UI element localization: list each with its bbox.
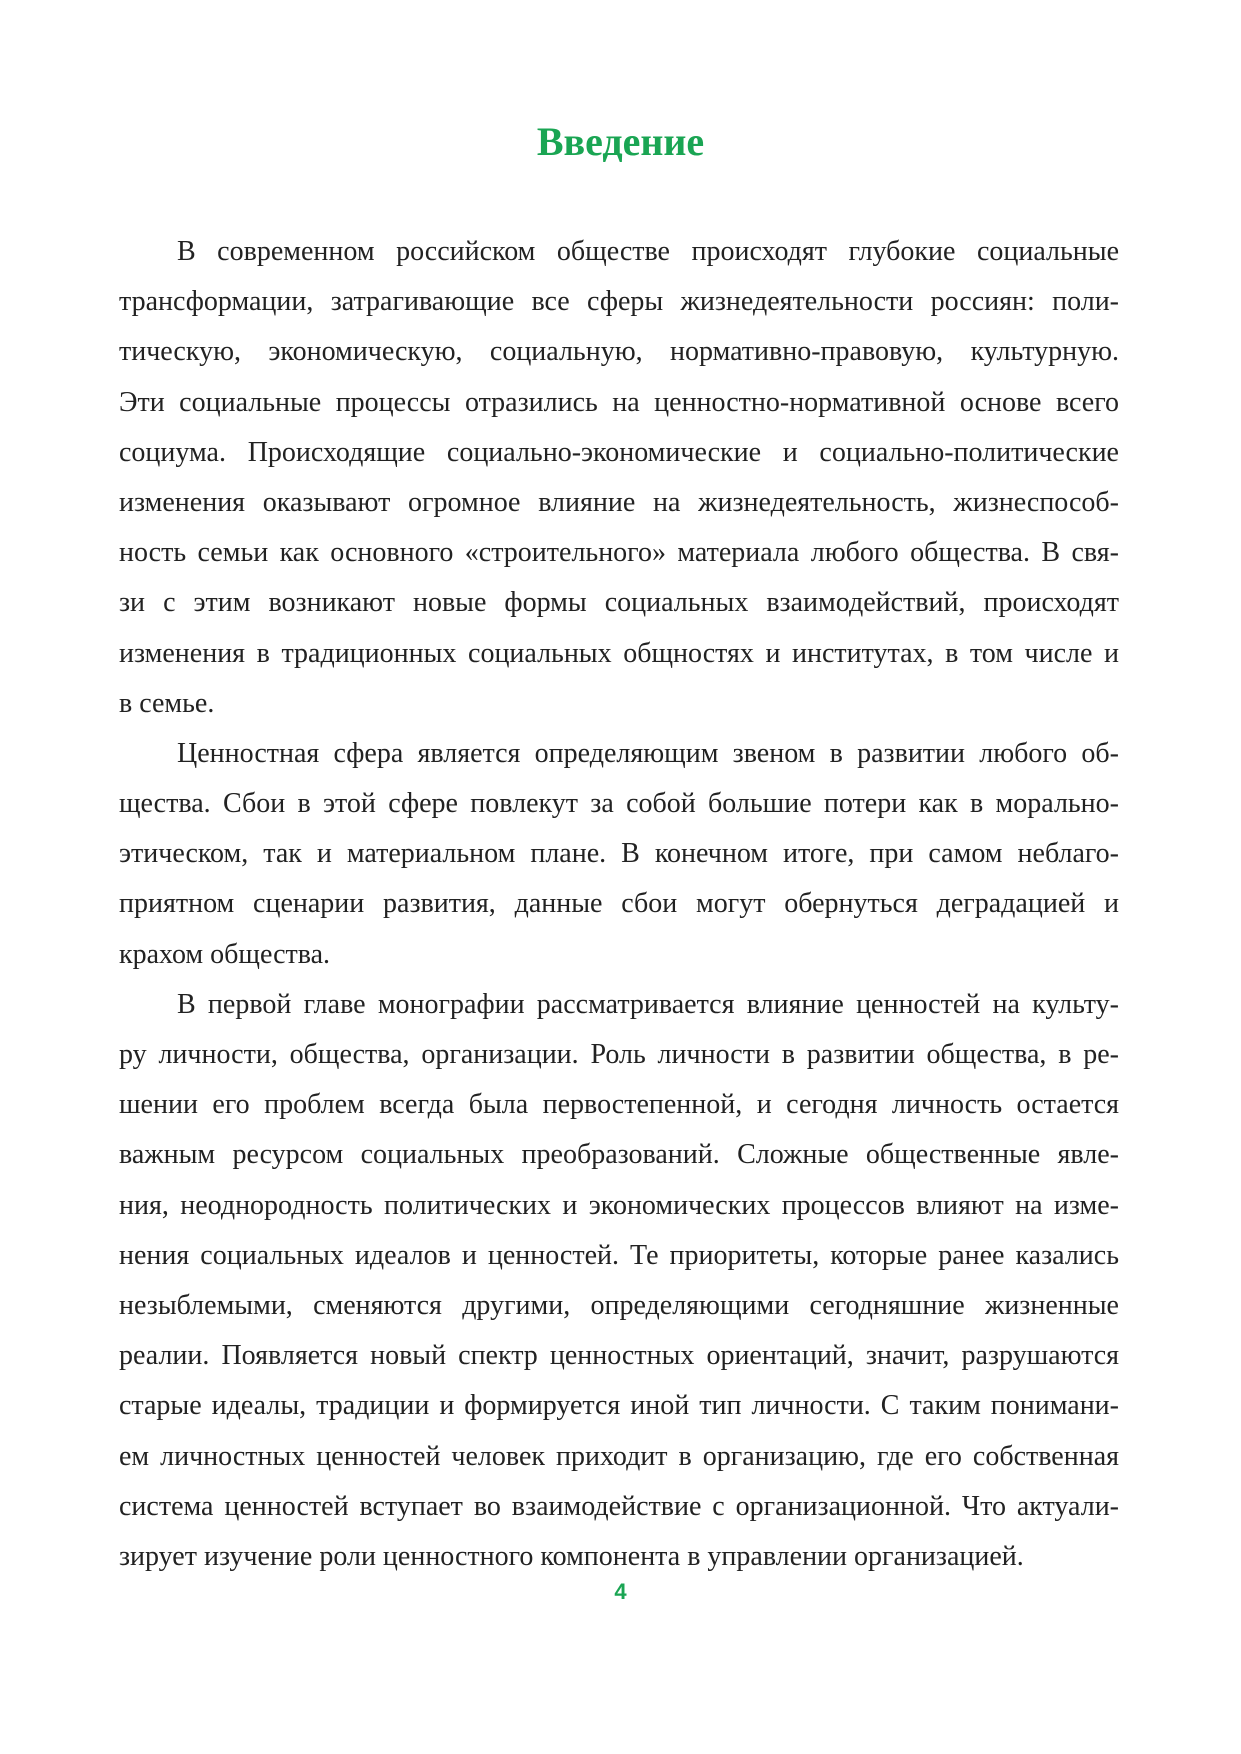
text-line: Ценностная сфера является определяющим звеном в развитии любого об- — [177, 737, 1119, 769]
text-line: щества. Сбои в этой сфере повлекут за собой большие потери как в морально- — [119, 788, 1119, 820]
text-line: Эти социальные процессы отразились на ценностно-нормативной основе всего — [119, 386, 1119, 418]
paragraph-1 — [119, 227, 1119, 729]
text-line: социума. Происходящие социально-экономические и социально-политические — [119, 436, 1119, 468]
text-line: изменения оказывают огромное влияние на жизнедеятельность, жизнеспособ- — [119, 486, 1119, 518]
text-line: ем личностных ценностей человек приходит в организацию, где его собственная — [119, 1440, 1119, 1472]
text-line: изменения в традиционных социальных общностях и институтах, в том числе и — [119, 637, 1119, 669]
paragraph-2 — [119, 729, 1119, 980]
text-line: ность семьи как основного «строительного» материала любого общества. В свя- — [119, 537, 1119, 569]
text-line: важным ресурсом социальных преобразований. Сложные общественные явле- — [119, 1139, 1119, 1171]
text-line: приятном сценарии развития, данные сбои могут обернуться деградацией и — [119, 888, 1119, 920]
text-line: этическом, так и материальном плане. В конечном итоге, при самом неблаго- — [119, 838, 1119, 870]
text-line: шении его проблем всегда была первостепенной, и сегодня личность остается — [119, 1089, 1119, 1121]
paragraph-3 — [119, 980, 1119, 1582]
text-line: незыблемыми, сменяются другими, определяющими сегодняшние жизненные — [119, 1289, 1119, 1321]
text-line: старые идеалы, традиции и формируется иной тип личности. С таким понимани- — [119, 1390, 1119, 1422]
text-line: ру личности, общества, организации. Роль личности в развитии общества, в ре- — [119, 1039, 1119, 1070]
text-line: В современном российском обществе происходят глубокие социальные — [177, 236, 1119, 267]
text-line: система ценностей вступает во взаимодействие с организационной. Что актуали- — [119, 1490, 1119, 1522]
text-line: в семье. — [119, 687, 215, 719]
text-line: тическую, экономическую, социальную, нормативно-правовую, культурную. — [119, 336, 1119, 368]
body-text — [119, 227, 1119, 1582]
text-line: нения социальных идеалов и ценностей. Те приоритеты, которые ранее казались — [119, 1239, 1119, 1271]
text-line: реалии. Появляется новый спектр ценностных ориентаций, значит, разрушаются — [119, 1340, 1119, 1372]
page-number: 4 — [614, 1579, 627, 1604]
text-line: трансформации, затрагивающие все сферы жизнедеятельности россиян: поли- — [119, 286, 1119, 318]
text-line: зи с этим возникают новые формы социальных взаимодействий, происходят — [119, 587, 1119, 619]
page-title: Введение — [536, 119, 705, 164]
text-line: ния, неоднородность политических и экономических процессов влияют на изме- — [119, 1189, 1119, 1221]
text-line: В первой главе монографии рассматривается влияние ценностей на культу- — [177, 988, 1119, 1020]
text-line: крахом общества. — [119, 938, 331, 970]
text-line: зирует изучение роли ценностного компонента в управлении организацией. — [119, 1540, 1024, 1572]
